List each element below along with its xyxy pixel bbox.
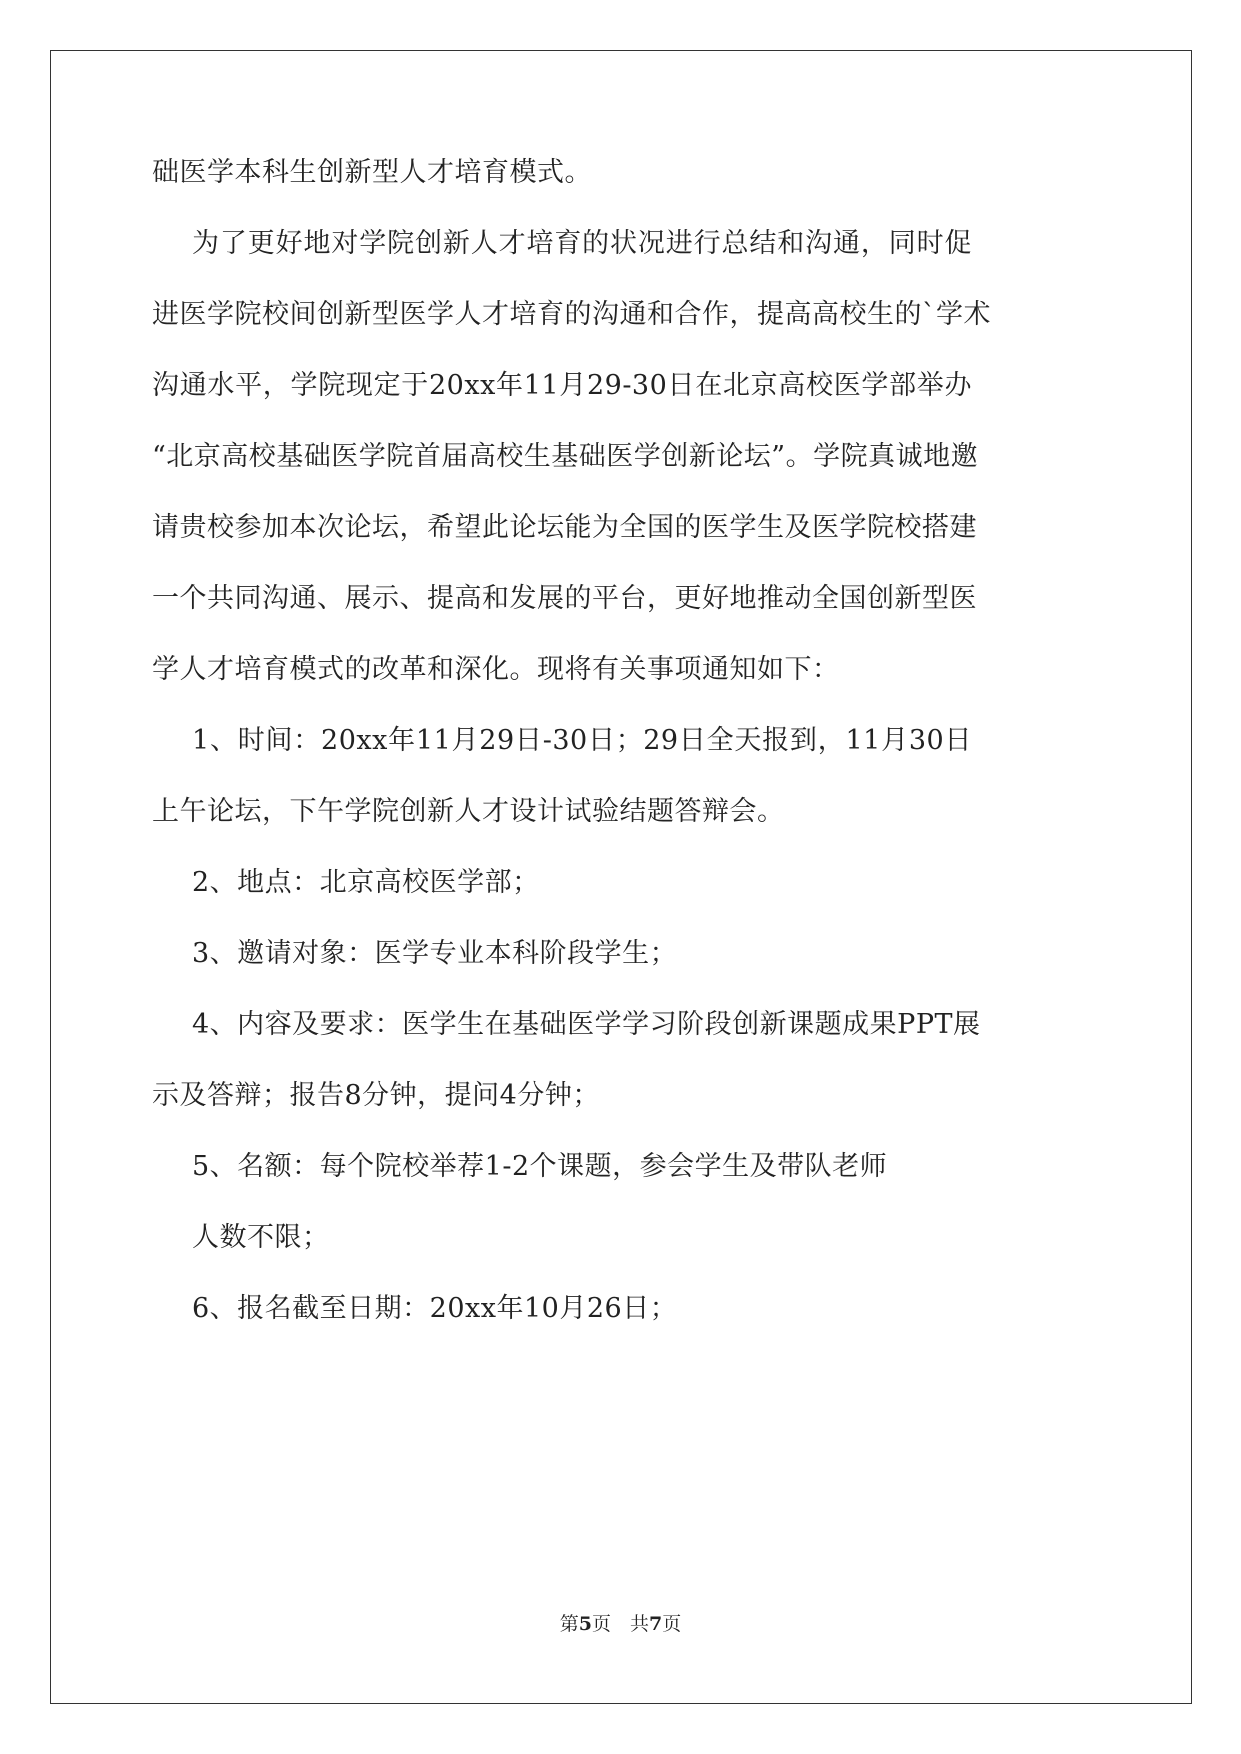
- paragraph-intro-line-5: 请贵校参加本次论坛，希望此论坛能为全国的医学生及医学院校搭建: [152, 512, 977, 543]
- item-invitees: 3、邀请对象：医学专业本科阶段学生；: [192, 938, 678, 969]
- paragraph-intro-line-1: 为了更好地对学院创新人才培育的状况进行总结和沟通，同时促: [192, 228, 972, 259]
- item-requirements-line-2: 示及答辩；报告8分钟，提问4分钟；: [152, 1080, 600, 1111]
- paragraph-intro-line-6: 一个共同沟通、展示、提高和发展的平台，更好地推动全国创新型医: [152, 583, 977, 614]
- item-deadline: 6、报名截至日期：20xx年10月26日；: [192, 1293, 678, 1324]
- page-footer: [0, 1612, 1241, 1636]
- paragraph-intro-line-4: “北京高校基础医学院首届高校生基础医学创新论坛”。学院真诚地邀: [152, 441, 979, 472]
- paragraph-intro-line-3: 沟通水平，学院现定于20xx年11月29-30日在北京高校医学部举办: [152, 370, 972, 401]
- item-quota-line-2: 人数不限；: [192, 1222, 330, 1253]
- paragraph-intro-line-7: 学人才培育模式的改革和深化。现将有关事项通知如下：: [152, 654, 840, 685]
- paragraph-intro-line-2: 进医学院校间创新型医学人才培育的沟通和合作，提高高校生的`学术: [152, 299, 991, 330]
- item-time-line-2: 上午论坛，下午学院创新人才设计试验结题答辩会。: [152, 796, 785, 827]
- item-location: 2、地点：北京高校医学部；: [192, 867, 540, 898]
- page-suffix: 页: [662, 1613, 682, 1635]
- text-line-1: 础医学本科生创新型人才培育模式。: [152, 157, 592, 188]
- item-requirements-line-1: 4、内容及要求：医学生在基础医学学习阶段创新课题成果PPT展: [192, 1009, 981, 1040]
- page-current: 5: [578, 1613, 592, 1635]
- page-mid: 页 共: [591, 1613, 649, 1635]
- item-time-line-1: 1、时间：20xx年11月29日-30日；29日全天报到，11月30日: [192, 725, 972, 756]
- item-quota-line-1: 5、名额：每个院校举荐1-2个课题，参会学生及带队老师: [192, 1151, 888, 1182]
- page-prefix: 第: [559, 1613, 579, 1635]
- page-total: 7: [649, 1613, 663, 1635]
